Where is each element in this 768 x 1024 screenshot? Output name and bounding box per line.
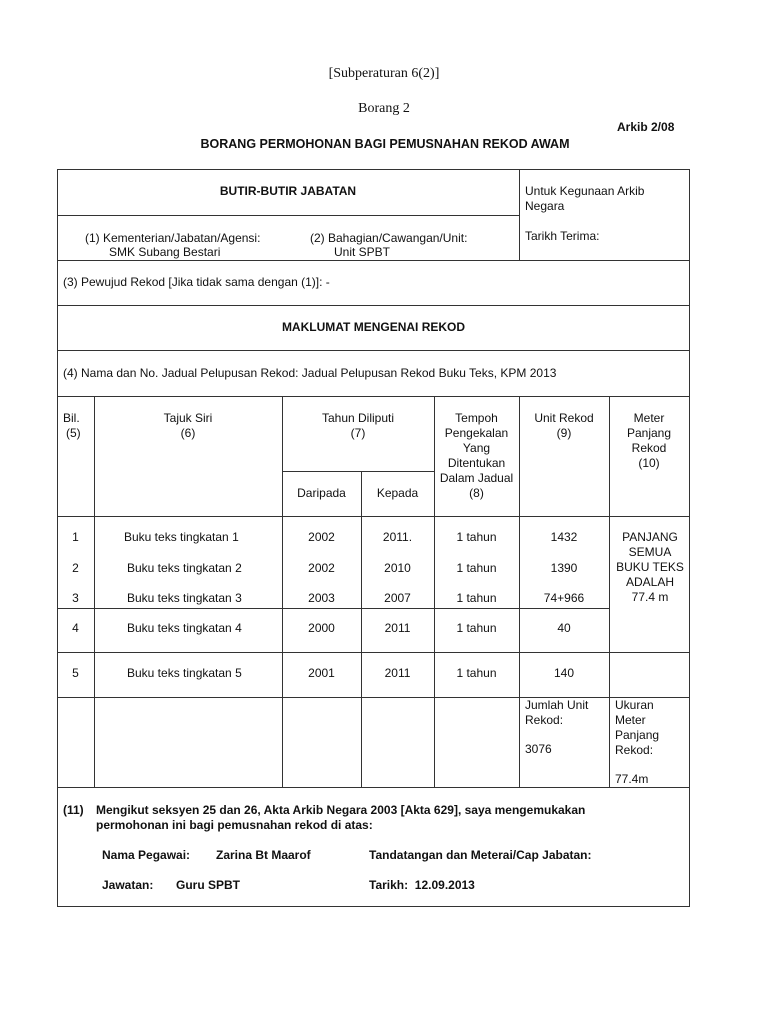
- row-daripada: 2000: [308, 621, 335, 635]
- row-kepada: 2007: [384, 591, 411, 605]
- row-tajuk: Buku teks tingkatan 3: [127, 591, 242, 605]
- ministry-label: (1) Kementerian/Jabatan/Agensi:: [85, 231, 261, 245]
- col-kepada: Kepada: [376, 486, 419, 500]
- col-daripada: Daripada: [297, 486, 346, 500]
- received-date-label: Tarikh Terima:: [525, 229, 600, 243]
- col-tempoh: Tempoh Pengekalan Yang Ditentukan Dalam Jadual (8): [439, 411, 514, 500]
- total-meter: Ukuran Meter Panjang Rekod: 77.4m: [615, 698, 660, 786]
- row-tajuk: Buku teks tingkatan 5: [127, 666, 242, 680]
- row-unit: 1390: [550, 561, 578, 575]
- declaration-number: (11): [63, 803, 84, 817]
- col-unit-rekod: Unit Rekod (9): [534, 411, 594, 440]
- col-bil: Bil. (5): [63, 411, 81, 440]
- row-unit: 40: [557, 621, 571, 635]
- row-daripada: 2002: [308, 530, 335, 544]
- position-label: Jawatan:: [102, 878, 154, 892]
- col-meter-panjang: Meter Panjang Rekod (10): [626, 411, 672, 470]
- row-tempoh: 1 tahun: [456, 530, 497, 544]
- row-tajuk: Buku teks tingkatan 1: [124, 530, 239, 544]
- division-label: (2) Bahagian/Cawangan/Unit:: [310, 231, 468, 245]
- record-creator: (3) Pewujud Rekod [Jika tidak sama dengan (1)]: -: [63, 275, 330, 289]
- row-daripada: 2001: [308, 666, 335, 680]
- date-field: Tarikh: 12.09.2013: [369, 878, 475, 892]
- record-info-heading: MAKLUMAT MENGENAI REKOD: [281, 320, 466, 334]
- row-daripada: 2002: [308, 561, 335, 575]
- division-value: Unit SPBT: [334, 245, 391, 259]
- row-bil: 2: [72, 561, 79, 575]
- total-units: Jumlah Unit Rekod: 3076: [525, 698, 589, 756]
- schedule-name: (4) Nama dan No. Jadual Pelupusan Rekod: Jadual Pelupusan Rekod Buku Teks, KPM 2013: [63, 366, 557, 380]
- officer-name-value: Zarina Bt Maarof: [216, 848, 311, 862]
- dept-heading: BUTIR-BUTIR JABATAN: [219, 184, 357, 198]
- row-unit: 1432: [550, 530, 578, 544]
- declaration-text: Mengikut seksyen 25 dan 26, Akta Arkib Negara 2003 [Akta 629], saya mengemukakan permohonan ini bagi pemusnahan rekod di atas:: [96, 803, 586, 832]
- row-unit: 74+966: [543, 591, 585, 605]
- col-tajuk-siri: Tajuk Siri (6): [163, 411, 213, 440]
- row-bil: 1: [72, 530, 79, 544]
- row-tempoh: 1 tahun: [456, 561, 497, 575]
- row-kepada: 2011.: [382, 530, 413, 544]
- row-kepada: 2011: [384, 621, 411, 635]
- row-kepada: 2010: [384, 561, 411, 575]
- page-title: BORANG PERMOHONAN BAGI PEMUSNAHAN REKOD AWAM: [200, 137, 570, 151]
- archive-code: Arkib 2/08: [617, 120, 675, 134]
- position-value: Guru SPBT: [176, 878, 241, 892]
- row-kepada: 2011: [384, 666, 411, 680]
- row-tajuk: Buku teks tingkatan 4: [127, 621, 242, 635]
- form-number: Borang 2: [358, 101, 410, 116]
- signature-label: Tandatangan dan Meterai/Cap Jabatan:: [369, 848, 592, 862]
- row-tajuk: Buku teks tingkatan 2: [127, 561, 242, 575]
- meter-note: PANJANG SEMUA BUKU TEKS ADALAH 77.4 m: [616, 530, 684, 604]
- row-daripada: 2003: [308, 591, 335, 605]
- officer-name-label: Nama Pegawai:: [102, 848, 191, 862]
- row-bil: 4: [72, 621, 79, 635]
- row-tempoh: 1 tahun: [456, 666, 497, 680]
- row-bil: 3: [72, 591, 79, 605]
- row-tempoh: 1 tahun: [456, 591, 497, 605]
- row-bil: 5: [72, 666, 79, 680]
- ministry-value: SMK Subang Bestari: [109, 245, 221, 259]
- date-value: 12.09.2013: [414, 878, 475, 892]
- archive-use-label: Untuk Kegunaan Arkib Negara: [525, 184, 645, 213]
- subregulation: [Subperaturan 6(2)]: [328, 66, 440, 81]
- col-tahun-diliputi: Tahun Diliputi (7): [321, 411, 395, 440]
- row-tempoh: 1 tahun: [456, 621, 497, 635]
- row-unit: 140: [553, 666, 575, 680]
